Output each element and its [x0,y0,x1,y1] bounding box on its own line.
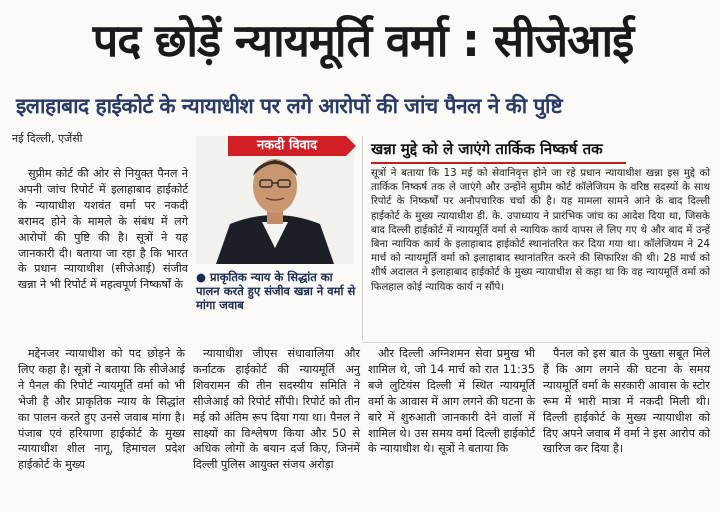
photo-caption-text: प्राकृतिक न्याय के सिद्धांत का पालन करते हुए संजीव खन्ना ने वर्मा से मांगा जवाब [196,270,356,312]
paragraph-3: न्यायाधीश जीएस संधावालिया और कर्नाटक हाईकोर्ट की न्यायमूर्ति अनु शिवरामन की तीन सदस्यीय समिति ने सीजेआई को रिपोर्ट सौंपी। रिपोर्ट को तीन मई को अंतिम रूप दिया गया था। पैनल ने साक्ष्यों का विश्लेषण किया और 50 से अधिक लोगों के बयान दर्ज किए, जिनमें दिल्ली पुलिस आयुक्त संजय अरोड़ा [193,347,360,472]
paragraph-5: पैनल को इस बात के पुख्ता सबूत मिले हैं कि आग लगने की घटना के समय न्यायमूर्ति वर्मा के सरकारी आवास के स्टोर रूम में भारी मात्रा में नकदी मिली थी। दिल्ली हाईकोर्ट के मुख्य न्यायाधीश को दिए अपने जवाब में वर्मा ने इस आरोप को खारिज कर दिया है। [543,347,710,456]
article-column-1 [18,166,188,344]
article-column-2 [18,346,185,506]
dateline: नई दिल्ली, एजेंसी [12,132,83,145]
bullet-icon: ● [196,270,211,284]
headline: पद छोड़ें न्यायमूर्ति वर्मा : सीजेआई [92,14,634,67]
sidebar-title: खन्ना मुद्दे को ले जाएंगे तार्किक निष्कर्ष तक [371,136,626,164]
paragraph-4: और दिल्ली अग्निशमन सेवा प्रमुख भी शामिल थे, जो 14 मार्च को रात 11:35 बजे लुटियंस दिल्ली में स्थित न्यायमूर्ति वर्मा के आवास में आग लगने की घटना के बारे में शुरुआती जानकारी देने वालों में शामिल थे। उस समय वर्मा दिल्ली हाईकोर्ट के न्यायाधीश थे। सूत्रों ने बताया कि [368,347,535,456]
article-column-3 [193,346,360,506]
paragraph-2: मद्देनजर न्यायाधीश को पद छोड़ने के लिए कहा है। सूत्रों ने बताया कि सीजेआई ने पैनल की रिपोर्ट न्यायमूर्ति वर्मा को भी भेजी है और प्राकृतिक न्याय के सिद्धांत का पालन करते हुए उनसे जवाब मांगा है। पंजाब एवं हरियाणा हाईकोर्ट के मुख्य न्यायाधीश शील नागू, हिमाचल प्रदेश हाईकोर्ट के मुख्य [18,347,185,472]
photo-caption [196,270,356,326]
category-tag: नकदी विवाद [228,136,346,156]
article-column-5 [543,346,710,506]
sidebar-story [362,136,710,340]
paragraph-1: सुप्रीम कोर्ट की ओर से नियुक्त पैनल ने अपनी जांच रिपोर्ट में इलाहाबाद हाईकोर्ट के न्यायाधीश यशवंत वर्मा पर नकदी बरामद होने के मामले के संबंध में लगे आरोपों की पुष्टि की है। सूत्रों ने यह जानकारी दी। बताया जा रहा है कि भारत के प्रधान न्यायाधीश (सीजेआई) संजीव खन्ना ने भी रिपोर्ट में महत्वपूर्ण निष्कर्षों के [18,167,188,292]
article-continuation [18,346,710,506]
sidebar-body: सूत्रों ने बताया कि 13 मई को सेवानिवृत्त होने जा रहे प्रधान न्यायाधीश खन्ना इस मुद्दे को तार्किक निष्कर्ष तक ले जाएंगे और उन्होंने सुप्रीम कोर्ट कॉलेजियम के वरिष्ठ सदस्यों के साथ रिपोर्ट के निष्कर्षों पर अनौपचारिक चर्चा की है। यह मामला सामने आने के बाद दिल्ली हाईकोर्ट के मुख्य न्यायाधीश डी. के. उपाध्याय ने प्रारंभिक जांच का आदेश दिया था, जिसके बाद दिल्ली हाईकोर्ट में न्यायमूर्ति वर्मा से न्यायिक कार्य वापस ले लिए गए थे और बाद में उन्हें बिना न्यायिक कार्य के इलाहाबाद हाईकोर्ट स्थानांतरित कर दिया गया था। कॉलेजियम ने 24 मार्च को न्यायमूर्ति वर्मा को इलाहाबाद स्थानांतरित करने की सिफारिश की थी। 28 मार्च को शीर्ष अदालत ने इलाहाबाद हाईकोर्ट के मुख्य न्यायाधीश से कहा था कि वह न्यायमूर्ति वर्मा को फिलहाल कोई न्यायिक कार्य न सौंपे। [371,168,710,293]
subheadline: इलाहाबाद हाईकोर्ट के न्यायाधीश पर लगे आरोपों की जांच पैनल ने की पुष्टि [16,94,563,118]
article-column-4 [368,346,535,506]
divider [362,342,710,343]
